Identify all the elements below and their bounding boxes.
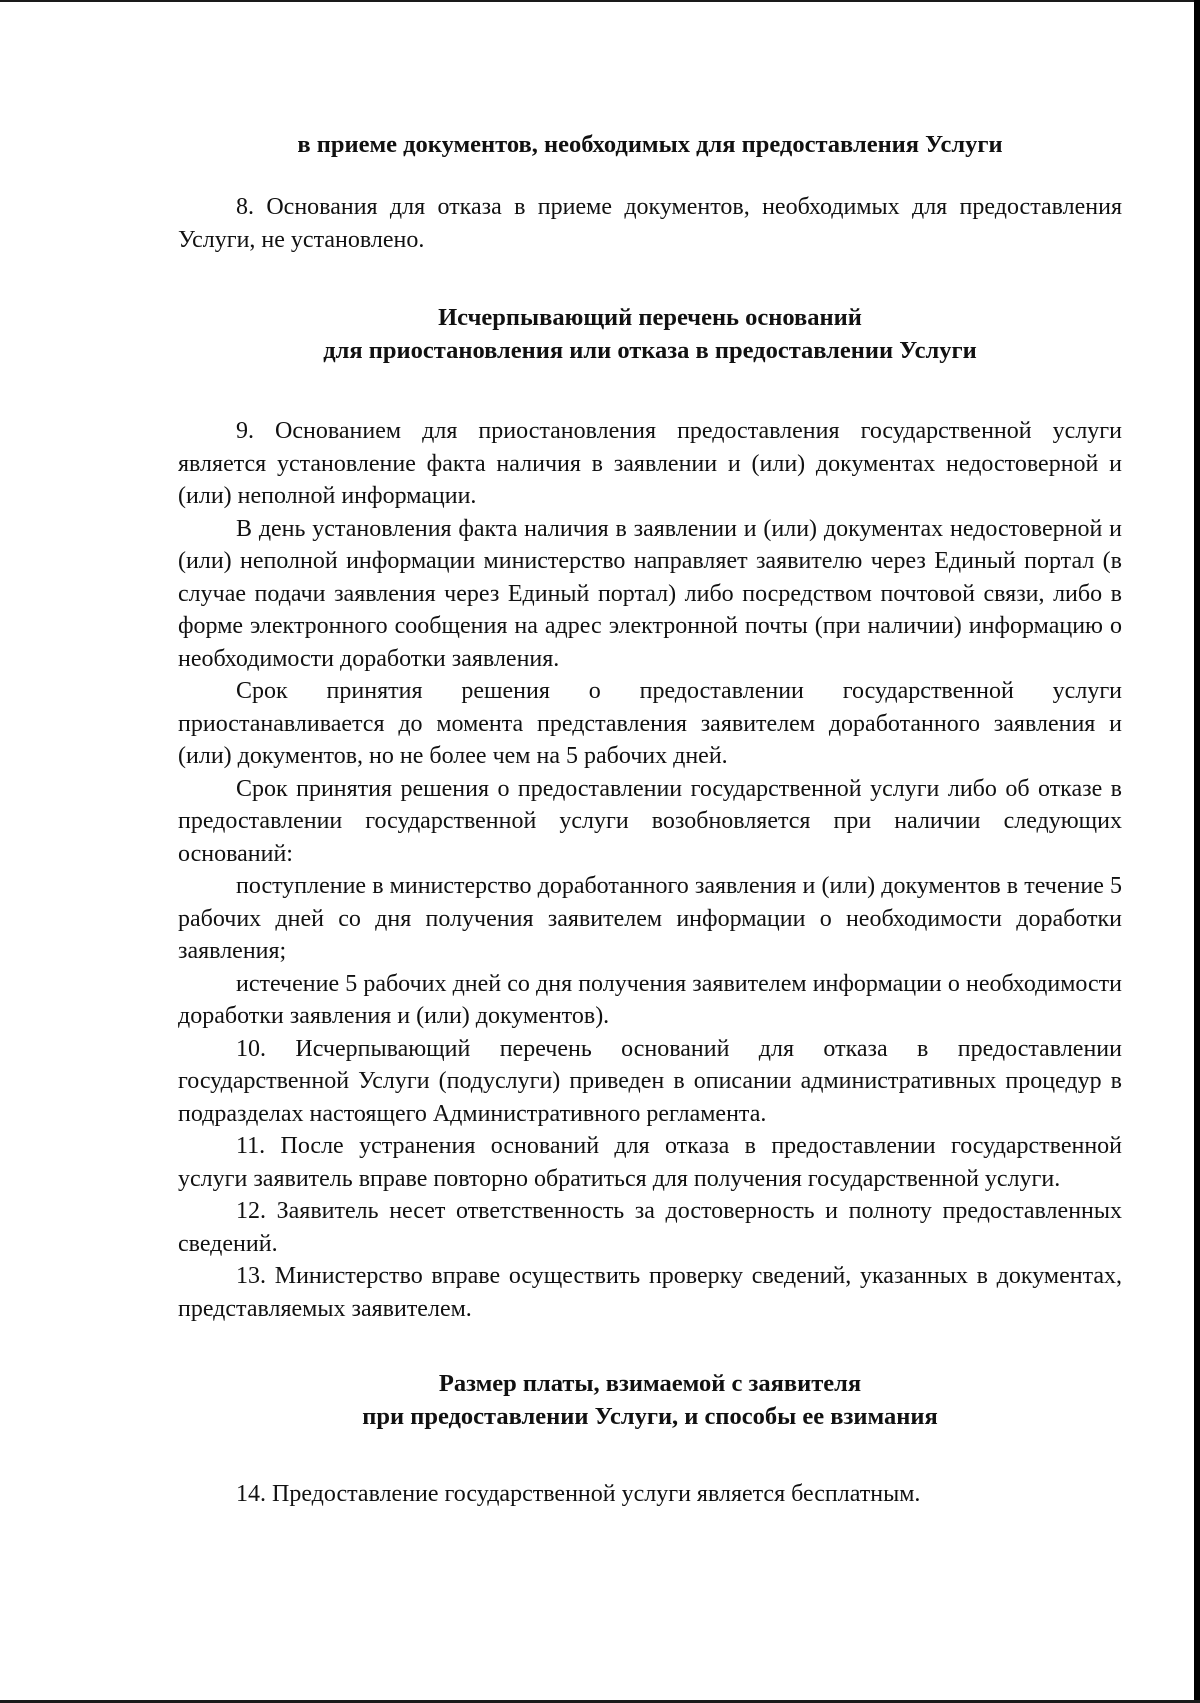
scan-edge-top: [0, 0, 1200, 2]
paragraph-9-notification: В день установления факта наличия в заявлении и (или) документах недостоверной и (или) неполной информации министерство направляет заявителю через Единый портал (в случае подачи заявления через Единый портал) либо посредством почтовой связи, либо в форме электронного сообщения на адрес электронной почты (при наличии) информацию о необходимости доработки заявления.: [178, 515, 1122, 672]
heading-line: Исчерпывающий перечень оснований: [438, 304, 862, 331]
heading-line: при предоставлении Услуги, и способы ее взимания: [362, 1403, 938, 1430]
paragraph-13: 13. Министерство вправе осуществить проверку сведений, указанных в документах, представляемых заявителем.: [178, 1263, 1122, 1322]
paragraph-8: 8. Основания для отказа в приеме документов, необходимых для предоставления Услуги, не установлено.: [178, 194, 1122, 253]
document-page: [178, 128, 1122, 1511]
paragraph-9: 9. Основанием для приостановления предоставления государственной услуги является установление факта наличия в заявлении и (или) документах недостоверной и (или) неполной информации.: [178, 418, 1122, 509]
paragraph-11: 11. После устранения оснований для отказа в предоставлении государственной услуги заявитель вправе повторно обратиться для получения государственной услуги.: [178, 1133, 1122, 1192]
heading-line: для приостановления или отказа в предоставлении Услуги: [323, 337, 977, 364]
paragraph-12: 12. Заявитель несет ответственность за достоверность и полноту предоставленных сведений.: [178, 1198, 1122, 1257]
paragraph-9-condition-receipt: поступление в министерство доработанного заявления и (или) документов в течение 5 рабочих дней со дня получения заявителем информации о необходимости доработки заявления;: [178, 873, 1122, 964]
section-heading-documents-refusal: в приеме документов, необходимых для предоставления Услуги: [297, 131, 1003, 158]
scan-edge-right: [1194, 0, 1200, 1703]
section-heading-fee: [178, 1367, 1122, 1433]
paragraph-14: 14. Предоставление государственной услуги является бесплатным.: [236, 1481, 921, 1507]
paragraph-9-condition-expiry: истечение 5 рабочих дней со дня получения заявителем информации о необходимости доработки заявления и (или) документов).: [178, 970, 1122, 1029]
paragraph-9-resumption: Срок принятия решения о предоставлении государственной услуги либо об отказе в предоставлении государственной услуги возобновляется при наличии следующих оснований:: [178, 775, 1122, 867]
paragraph-9-suspension-term: Срок принятия решения о предоставлении государственной услуги приостанавливается до момента представления заявителем доработанного заявления и (или) документов, но не более чем на 5 рабочих дней.: [178, 678, 1122, 769]
heading-line: Размер платы, взимаемой с заявителя: [438, 1370, 862, 1397]
paragraph-10: 10. Исчерпывающий перечень оснований для отказа в предоставлении государственной Услуги (подуслуги) приведен в описании административных процедур в подразделах настоящего Административного регламента.: [178, 1035, 1122, 1127]
section-heading-suspension-grounds: [178, 301, 1122, 367]
